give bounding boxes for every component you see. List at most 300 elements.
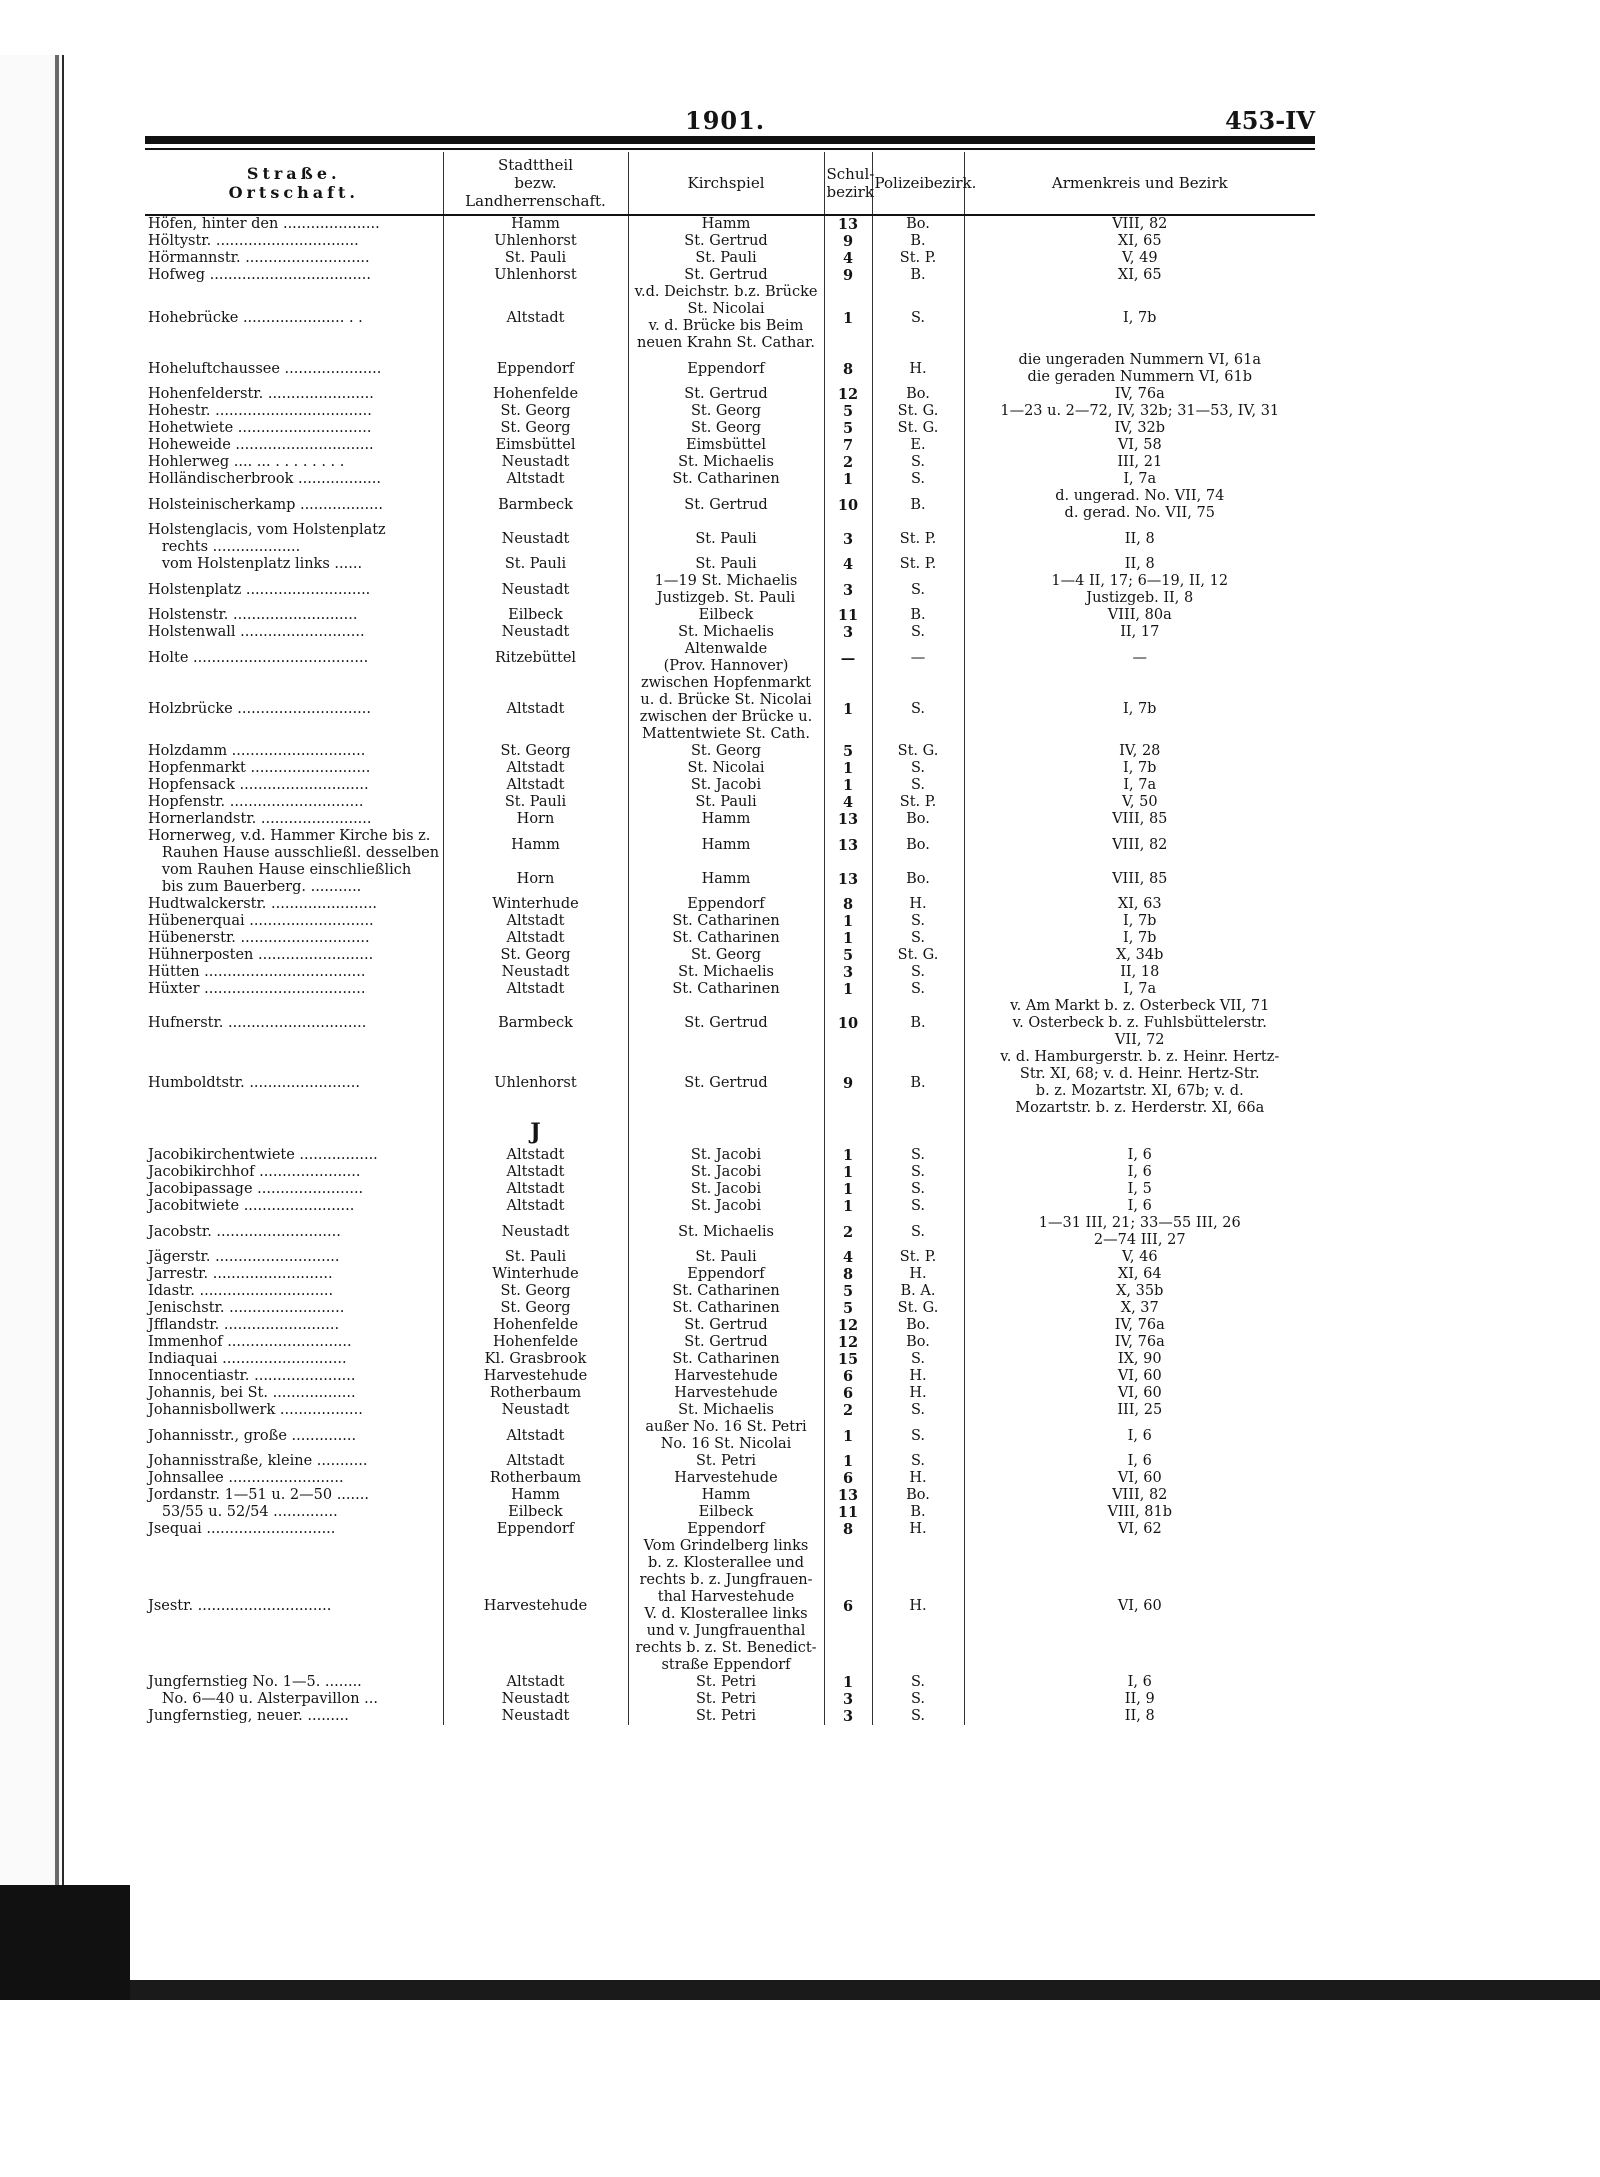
- cell-parish: St. Catharinen: [628, 930, 824, 947]
- cell-parish: St. Gertrud: [628, 233, 824, 250]
- cell-police-district: S.: [872, 1691, 964, 1708]
- cell-police-district: H.: [872, 352, 964, 386]
- table-row: [145, 913, 1315, 930]
- cell-parish: St. Gertrud: [628, 1317, 824, 1334]
- cell-school-district: 4: [824, 794, 872, 811]
- cell-street-name: Holte ......................................: [148, 649, 369, 666]
- cell-school-district: 1: [824, 1674, 872, 1691]
- cell-parish: St. Gertrud: [628, 488, 824, 522]
- cell-parish: Hamm: [628, 811, 824, 828]
- cell-street-name: Holzdamm .............................: [148, 743, 366, 759]
- cell-police-district: H.: [872, 1470, 964, 1487]
- cell-school-district: 1: [824, 471, 872, 488]
- table-row: [145, 964, 1315, 981]
- table-row: [145, 284, 1315, 352]
- cell-parish: St. Michaelis: [628, 454, 824, 471]
- cell-poor-relief-district: IV, 76a: [964, 1317, 1315, 1334]
- cell-school-district: 3: [824, 1708, 872, 1725]
- cell-poor-relief-district: VIII, 85: [964, 811, 1315, 828]
- cell-school-district: 15: [824, 1351, 872, 1368]
- cell-school-district: 3: [824, 522, 872, 556]
- cell-district: Kl. Grasbrook: [443, 1351, 628, 1368]
- cell-police-district: S.: [872, 573, 964, 607]
- cell-police-district: Bo.: [872, 215, 964, 233]
- cell-parish: St. Georg: [628, 420, 824, 437]
- cell-poor-relief-district: III, 21: [964, 454, 1315, 471]
- cell-school-district: 11: [824, 1504, 872, 1521]
- table-row: [145, 1691, 1315, 1708]
- cell-district: Altstadt: [443, 1419, 628, 1453]
- cell-poor-relief-district: IV, 76a: [964, 386, 1315, 403]
- table-row: [145, 1147, 1315, 1164]
- cell-parish: St. Jacobi: [628, 1164, 824, 1181]
- cell-district: Winterhude: [443, 896, 628, 913]
- cell-street-name: Hornerweg, v.d. Hammer Kirche bis z. Rauhen Hause ausschließl. desselben: [148, 828, 440, 861]
- table-row: [145, 1181, 1315, 1198]
- cell-street-name: Hütten ...................................: [148, 964, 366, 980]
- cell-police-district: S.: [872, 981, 964, 998]
- cell-school-district: 10: [824, 488, 872, 522]
- cell-poor-relief-district: VIII, 85: [964, 862, 1315, 896]
- cell-parish: Harvestehude: [628, 1385, 824, 1402]
- cell-street-name: Hübenerstr. ............................: [148, 930, 370, 946]
- cell-police-district: S.: [872, 454, 964, 471]
- cell-school-district: 2: [824, 1215, 872, 1249]
- cell-parish: St. Georg: [628, 947, 824, 964]
- cell-school-district: 5: [824, 743, 872, 760]
- cell-district: Rotherbaum: [443, 1470, 628, 1487]
- cell-district: Altstadt: [443, 1147, 628, 1164]
- cell-district: Altstadt: [443, 981, 628, 998]
- cell-street-name: Immenhof ...........................: [148, 1334, 352, 1350]
- cell-street-name: Holsteinischerkamp ..................: [148, 496, 383, 513]
- cell-street-name: Jacobitwiete ........................: [148, 1198, 355, 1214]
- cell-school-district: 9: [824, 267, 872, 284]
- cell-school-district: 11: [824, 607, 872, 624]
- cell-street-name: Jacobipassage .......................: [148, 1181, 364, 1197]
- cell-street-name: Holzbrücke .............................: [148, 700, 371, 717]
- cell-police-district: S.: [872, 777, 964, 794]
- cell-school-district: 1: [824, 913, 872, 930]
- cell-police-district: Bo.: [872, 1317, 964, 1334]
- cell-poor-relief-district: VI, 60: [964, 1470, 1315, 1487]
- section-spacer: [628, 1117, 824, 1147]
- cell-street-name: Hohenfelderstr. .......................: [148, 386, 374, 402]
- table-row: [145, 1266, 1315, 1283]
- table-row: [145, 471, 1315, 488]
- table-row: [145, 420, 1315, 437]
- cell-poor-relief-district: II, 18: [964, 964, 1315, 981]
- cell-street-name: Hudtwalckerstr. .......................: [148, 896, 378, 912]
- cell-street-name: Hopfenmarkt ..........................: [148, 760, 371, 776]
- cell-parish: St. Georg: [628, 403, 824, 420]
- cell-poor-relief-district: XI, 65: [964, 233, 1315, 250]
- cell-street-name: Hohlerweg .... ... . . . . . . . .: [148, 454, 345, 470]
- cell-district: Eimsbüttel: [443, 437, 628, 454]
- header-rule: [145, 136, 1315, 144]
- cell-street-name: Hopfensack ............................: [148, 777, 369, 793]
- cell-police-district: S.: [872, 1674, 964, 1691]
- cell-poor-relief-district: v. Am Markt b. z. Osterbeck VII, 71 v. Osterbeck b. z. Fuhlsbüttelerstr. VII, 72: [964, 998, 1315, 1049]
- cell-police-district: S.: [872, 284, 964, 352]
- section-spacer: [145, 1117, 443, 1147]
- cell-parish: Hamm: [628, 862, 824, 896]
- cell-school-district: 13: [824, 828, 872, 862]
- cell-parish: St. Petri: [628, 1453, 824, 1470]
- cell-school-district: 12: [824, 1317, 872, 1334]
- cell-street-name: Johnsallee .........................: [148, 1470, 344, 1486]
- cell-parish: St. Petri: [628, 1691, 824, 1708]
- cell-poor-relief-district: I, 7b: [964, 675, 1315, 743]
- cell-poor-relief-district: I, 6: [964, 1198, 1315, 1215]
- cell-poor-relief-district: I, 7a: [964, 981, 1315, 998]
- cell-poor-relief-district: X, 35b: [964, 1283, 1315, 1300]
- cell-district: St. Pauli: [443, 794, 628, 811]
- table-row: [145, 930, 1315, 947]
- cell-school-district: 1: [824, 675, 872, 743]
- cell-street-name: Johannisstr., große ..............: [148, 1427, 357, 1444]
- cell-poor-relief-district: —: [964, 641, 1315, 675]
- cell-parish: St. Pauli: [628, 250, 824, 267]
- cell-street-name: Holstenglacis, vom Holstenplatz rechts ...................: [148, 522, 386, 555]
- column-header-police: Polizeibezirk.: [872, 152, 964, 215]
- cell-poor-relief-district: I, 5: [964, 1181, 1315, 1198]
- cell-parish: Eppendorf: [628, 1521, 824, 1538]
- cell-police-district: St. G.: [872, 1300, 964, 1317]
- cell-police-district: St. G.: [872, 403, 964, 420]
- cell-district: Hamm: [443, 215, 628, 233]
- cell-district: St. Georg: [443, 743, 628, 760]
- cell-street-name: Hohetwiete .............................: [148, 420, 372, 436]
- cell-police-district: St. P.: [872, 1249, 964, 1266]
- cell-police-district: S.: [872, 913, 964, 930]
- cell-police-district: B.: [872, 607, 964, 624]
- table-row: [145, 1521, 1315, 1538]
- table-row: [145, 1283, 1315, 1300]
- cell-parish: Eilbeck: [628, 1504, 824, 1521]
- cell-school-district: 9: [824, 1049, 872, 1117]
- cell-police-district: S.: [872, 1402, 964, 1419]
- cell-district: Uhlenhorst: [443, 1049, 628, 1117]
- table-row: [145, 250, 1315, 267]
- cell-street-name: Holstenwall ...........................: [148, 624, 365, 640]
- cell-parish: St. Pauli: [628, 1249, 824, 1266]
- table-row: [145, 386, 1315, 403]
- cell-police-district: St. P.: [872, 794, 964, 811]
- cell-police-district: Bo.: [872, 862, 964, 896]
- cell-district: St. Pauli: [443, 556, 628, 573]
- cell-poor-relief-district: II, 8: [964, 556, 1315, 573]
- cell-police-district: S.: [872, 760, 964, 777]
- cell-police-district: St. P.: [872, 250, 964, 267]
- cell-parish: St. Jacobi: [628, 1147, 824, 1164]
- cell-district: Altstadt: [443, 1453, 628, 1470]
- cell-district: Rotherbaum: [443, 1385, 628, 1402]
- table-row: [145, 1419, 1315, 1453]
- cell-poor-relief-district: I, 7b: [964, 284, 1315, 352]
- table-row: [145, 1164, 1315, 1181]
- cell-parish: Eimsbüttel: [628, 437, 824, 454]
- scan-bottom-edge: [130, 1980, 1600, 2000]
- cell-poor-relief-district: IV, 28: [964, 743, 1315, 760]
- cell-police-district: H.: [872, 1521, 964, 1538]
- cell-parish: Hamm: [628, 828, 824, 862]
- cell-district: Uhlenhorst: [443, 233, 628, 250]
- table-row: [145, 1334, 1315, 1351]
- table-row: [145, 1538, 1315, 1674]
- cell-school-district: 5: [824, 420, 872, 437]
- cell-police-district: B.: [872, 1049, 964, 1117]
- cell-parish: St. Michaelis: [628, 1402, 824, 1419]
- cell-police-district: H.: [872, 1266, 964, 1283]
- cell-street-name: Jacobikirchhof ......................: [148, 1164, 361, 1180]
- cell-school-district: 2: [824, 454, 872, 471]
- cell-police-district: B.: [872, 267, 964, 284]
- cell-district: Hamm: [443, 1487, 628, 1504]
- cell-district: St. Georg: [443, 1283, 628, 1300]
- cell-police-district: B.: [872, 233, 964, 250]
- cell-district: Altstadt: [443, 284, 628, 352]
- cell-street-name: Hornerlandstr. ........................: [148, 811, 372, 827]
- cell-district: Winterhude: [443, 1266, 628, 1283]
- cell-street-name: Jacobikirchentwiete .................: [148, 1147, 378, 1163]
- cell-parish: St. Catharinen: [628, 1283, 824, 1300]
- cell-street-name: Jägerstr. ...........................: [148, 1249, 340, 1265]
- cell-school-district: —: [824, 641, 872, 675]
- cell-poor-relief-district: v. d. Hamburgerstr. b. z. Heinr. Hertz- Str. XI, 68; v. d. Heinr. Hertz-Str. b. z. Mozartstr. XI, 67b; v. d. Mozartstr. b. z. Herderstr. XI, 66a: [964, 1049, 1315, 1117]
- cell-district: Eppendorf: [443, 352, 628, 386]
- cell-poor-relief-district: XI, 64: [964, 1266, 1315, 1283]
- cell-district: Altstadt: [443, 1164, 628, 1181]
- cell-street-name: Hübenerquai ...........................: [148, 913, 374, 929]
- cell-street-name: Hufnerstr. ..............................: [148, 1015, 367, 1031]
- cell-district: Neustadt: [443, 573, 628, 607]
- cell-street-name: Hoheweide ..............................: [148, 437, 374, 453]
- scan-bottom-corner: [0, 1885, 130, 2000]
- section-spacer: [872, 1117, 964, 1147]
- cell-school-district: 3: [824, 1691, 872, 1708]
- table-row: [145, 1453, 1315, 1470]
- cell-district: Altstadt: [443, 1674, 628, 1691]
- cell-police-district: S.: [872, 930, 964, 947]
- cell-poor-relief-district: VIII, 82: [964, 828, 1315, 862]
- table-row: [145, 811, 1315, 828]
- cell-poor-relief-district: VI, 58: [964, 437, 1315, 454]
- cell-parish: St. Gertrud: [628, 386, 824, 403]
- table-row: [145, 454, 1315, 471]
- table-row: [145, 1351, 1315, 1368]
- cell-parish: Hamm: [628, 215, 824, 233]
- cell-parish: St. Catharinen: [628, 913, 824, 930]
- cell-street-name: Jsequai ............................: [148, 1521, 336, 1537]
- cell-parish: Vom Grindelberg links b. z. Klosterallee und rechts b. z. Jungfrauen- thal Harvestehude V. d. Klosterallee links und v. Jungfrauenthal rechts b. z. St. Benedict- straße Eppendorf: [628, 1538, 824, 1674]
- scan-binding-shadow: [55, 55, 59, 1885]
- cell-district: Horn: [443, 811, 628, 828]
- cell-parish: Eilbeck: [628, 607, 824, 624]
- cell-school-district: 6: [824, 1470, 872, 1487]
- cell-school-district: 13: [824, 1487, 872, 1504]
- column-header-school: Schul- bezirk: [824, 152, 872, 215]
- cell-district: Altstadt: [443, 760, 628, 777]
- cell-school-district: 1: [824, 1147, 872, 1164]
- table-row: [145, 1470, 1315, 1487]
- table-row: [145, 522, 1315, 556]
- cell-street-name: Höfen, hinter den .....................: [148, 216, 380, 232]
- cell-parish: St. Catharinen: [628, 1300, 824, 1317]
- cell-school-district: 4: [824, 250, 872, 267]
- cell-school-district: 1: [824, 1453, 872, 1470]
- cell-school-district: 1: [824, 1181, 872, 1198]
- cell-poor-relief-district: I, 6: [964, 1453, 1315, 1470]
- column-header-street: Straße. Ortschaft.: [145, 152, 443, 215]
- cell-police-district: S.: [872, 1708, 964, 1725]
- cell-police-district: H.: [872, 1368, 964, 1385]
- table-row: [145, 1402, 1315, 1419]
- table-row: [145, 998, 1315, 1049]
- cell-street-name: Hörmannstr. ...........................: [148, 250, 370, 266]
- cell-parish: Eppendorf: [628, 896, 824, 913]
- cell-poor-relief-district: I, 6: [964, 1674, 1315, 1691]
- cell-street-name: Hohestr. ..................................: [148, 403, 372, 419]
- cell-police-district: H.: [872, 896, 964, 913]
- cell-parish: St. Petri: [628, 1708, 824, 1725]
- table-row: [145, 1300, 1315, 1317]
- cell-poor-relief-district: XI, 65: [964, 267, 1315, 284]
- cell-parish: St. Jacobi: [628, 1181, 824, 1198]
- header-rule-thin: [145, 148, 1315, 150]
- cell-district: Neustadt: [443, 964, 628, 981]
- table-row: [145, 947, 1315, 964]
- table-row: [145, 896, 1315, 913]
- cell-street-name: Jacobstr. ...........................: [148, 1223, 341, 1240]
- table-row: [145, 1215, 1315, 1249]
- cell-district: Altstadt: [443, 913, 628, 930]
- table-row: [145, 981, 1315, 998]
- cell-district: Altstadt: [443, 777, 628, 794]
- cell-school-district: 1: [824, 284, 872, 352]
- cell-police-district: —: [872, 641, 964, 675]
- cell-parish: St. Catharinen: [628, 981, 824, 998]
- cell-poor-relief-district: IV, 32b: [964, 420, 1315, 437]
- cell-poor-relief-district: X, 37: [964, 1300, 1315, 1317]
- cell-poor-relief-district: II, 8: [964, 1708, 1315, 1725]
- cell-parish: 1—19 St. Michaelis Justizgeb. St. Pauli: [628, 573, 824, 607]
- cell-parish: St. Petri: [628, 1674, 824, 1691]
- cell-street-name: Jordanstr. 1—51 u. 2—50 .......: [148, 1487, 369, 1503]
- cell-district: Eilbeck: [443, 1504, 628, 1521]
- cell-parish: St. Gertrud: [628, 1049, 824, 1117]
- cell-police-district: St. P.: [872, 556, 964, 573]
- cell-district: Horn: [443, 862, 628, 896]
- cell-police-district: B. A.: [872, 1283, 964, 1300]
- page-number: 453-IV: [1225, 106, 1315, 135]
- cell-school-district: 8: [824, 1266, 872, 1283]
- cell-police-district: S.: [872, 1215, 964, 1249]
- column-header-poor: Armenkreis und Bezirk: [964, 152, 1315, 215]
- cell-street-name: Jungfernstieg No. 1—5. ........: [148, 1674, 362, 1690]
- cell-district: Uhlenhorst: [443, 267, 628, 284]
- cell-district: Altstadt: [443, 930, 628, 947]
- cell-school-district: 9: [824, 233, 872, 250]
- cell-street-name: Hoheluftchaussee .....................: [148, 360, 382, 377]
- cell-district: Neustadt: [443, 1402, 628, 1419]
- table-row: [145, 1708, 1315, 1725]
- cell-poor-relief-district: d. ungerad. No. VII, 74 d. gerad. No. VII, 75: [964, 488, 1315, 522]
- cell-street-name: Humboldtstr. ........................: [148, 1074, 360, 1091]
- cell-police-district: B.: [872, 1504, 964, 1521]
- cell-poor-relief-district: VIII, 82: [964, 215, 1315, 233]
- cell-parish: v.d. Deichstr. b.z. Brücke St. Nicolai v. d. Brücke bis Beim neuen Krahn St. Cathar.: [628, 284, 824, 352]
- cell-parish: St. Pauli: [628, 556, 824, 573]
- cell-street-name: Johannisstraße, kleine ...........: [148, 1453, 368, 1469]
- cell-school-district: 5: [824, 1283, 872, 1300]
- cell-poor-relief-district: IX, 90: [964, 1351, 1315, 1368]
- cell-police-district: St. G.: [872, 743, 964, 760]
- cell-school-district: 6: [824, 1385, 872, 1402]
- cell-parish: zwischen Hopfenmarkt u. d. Brücke St. Nicolai zwischen der Brücke u. Mattentwiete St. Cath.: [628, 675, 824, 743]
- cell-street-name: Jungfernstieg, neuer. .........: [148, 1708, 349, 1724]
- table-row: [145, 794, 1315, 811]
- cell-street-name: Innocentiastr. ......................: [148, 1368, 356, 1384]
- cell-school-district: 4: [824, 556, 872, 573]
- table-row: [145, 1487, 1315, 1504]
- cell-parish: St. Gertrud: [628, 267, 824, 284]
- cell-police-district: S.: [872, 1419, 964, 1453]
- cell-school-district: 12: [824, 1334, 872, 1351]
- cell-police-district: S.: [872, 1147, 964, 1164]
- cell-school-district: 1: [824, 1164, 872, 1181]
- cell-poor-relief-district: VIII, 81b: [964, 1504, 1315, 1521]
- cell-poor-relief-district: XI, 63: [964, 896, 1315, 913]
- cell-parish: St. Gertrud: [628, 998, 824, 1049]
- cell-street-name: Höltystr. ...............................: [148, 233, 359, 249]
- cell-school-district: 3: [824, 573, 872, 607]
- cell-school-district: 7: [824, 437, 872, 454]
- cell-parish: Altenwalde (Prov. Hannover): [628, 641, 824, 675]
- cell-parish: St. Pauli: [628, 794, 824, 811]
- cell-street-name: Jenischstr. .........................: [148, 1300, 345, 1316]
- cell-poor-relief-district: 1—31 III, 21; 33—55 III, 26 2—74 III, 27: [964, 1215, 1315, 1249]
- cell-school-district: 12: [824, 386, 872, 403]
- cell-street-name: vom Holstenplatz links ......: [148, 556, 363, 572]
- cell-parish: St. Gertrud: [628, 1334, 824, 1351]
- cell-parish: Eppendorf: [628, 1266, 824, 1283]
- cell-district: Neustadt: [443, 624, 628, 641]
- section-letter: J: [443, 1117, 628, 1147]
- cell-poor-relief-district: I, 6: [964, 1147, 1315, 1164]
- table-header-row: [145, 152, 1315, 215]
- cell-school-district: 5: [824, 403, 872, 420]
- cell-poor-relief-district: VI, 60: [964, 1385, 1315, 1402]
- cell-district: Ritzebüttel: [443, 641, 628, 675]
- cell-poor-relief-district: I, 7b: [964, 760, 1315, 777]
- cell-police-district: St. G.: [872, 947, 964, 964]
- cell-poor-relief-district: I, 7b: [964, 913, 1315, 930]
- cell-parish: St. Pauli: [628, 522, 824, 556]
- column-header-parish: Kirchspiel: [628, 152, 824, 215]
- cell-street-name: Indiaquai ...........................: [148, 1351, 347, 1367]
- cell-street-name: Johannisbollwerk ..................: [148, 1402, 363, 1418]
- table-row: [145, 828, 1315, 862]
- cell-school-district: 1: [824, 930, 872, 947]
- cell-parish: außer No. 16 St. Petri No. 16 St. Nicolai: [628, 1419, 824, 1453]
- cell-street-name: Jarrestr. ..........................: [148, 1266, 333, 1282]
- cell-parish: Eppendorf: [628, 352, 824, 386]
- cell-school-district: 8: [824, 352, 872, 386]
- table-row: [145, 573, 1315, 607]
- cell-district: Eppendorf: [443, 1521, 628, 1538]
- cell-police-district: H.: [872, 1538, 964, 1674]
